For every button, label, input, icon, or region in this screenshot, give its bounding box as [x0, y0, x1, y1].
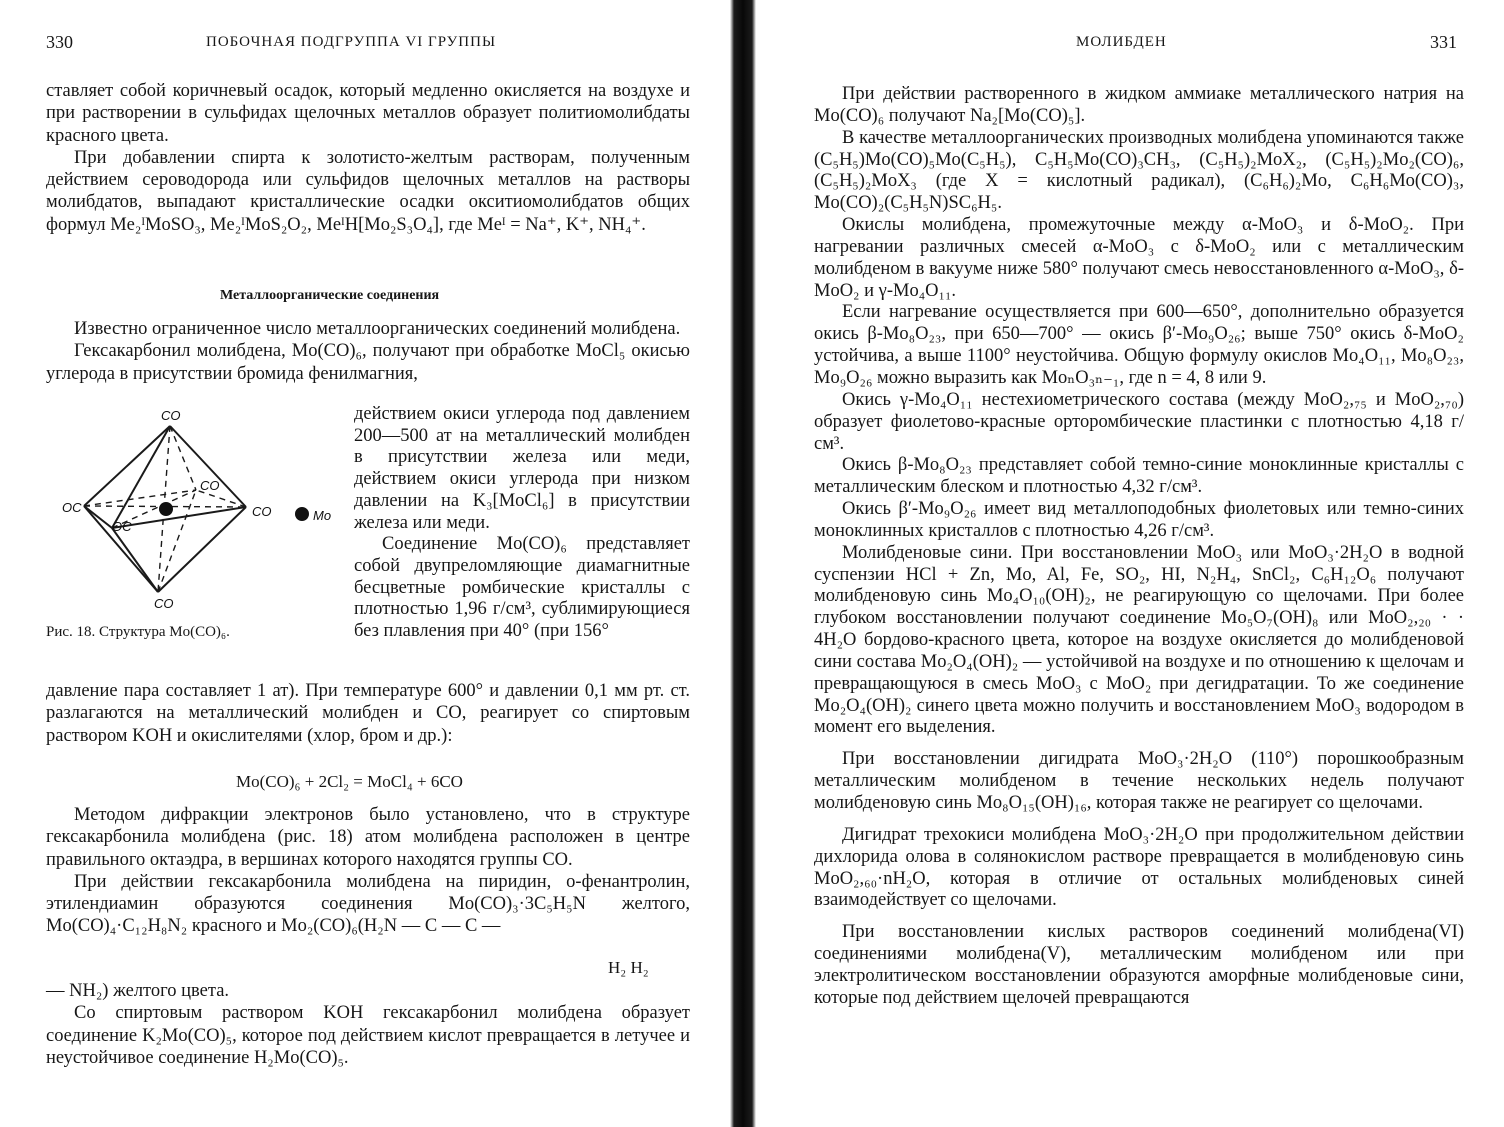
paragraph: Окись β-Mo₈O₂₃ представляет собой темно-синие моноклинные кристаллы с металлическим блеском и плотностью 4,32 г/см³.	[814, 455, 1464, 498]
paragraph: Окислы молибдена, промежуточные между α-MoO₃ и δ-MoO₂. При нагревании различных смесей α-MoO₃ с δ-MoO₂ или с металлическим молибденом в вакууме ниже 580° получают смесь невосстановленного α-MoO₃, δ-MoO₂ и γ-Mo₄O₁₁.	[814, 215, 1464, 301]
paragraph: При добавлении спирта к золотисто-желтым растворам, полученным действием сероводорода или сульфидов щелочных металлов на растворы молибдатов, выпадают кристаллические осадки окситиомолибдатов общих формул Me₂ᴵMoSO₃, Me₂ᴵMoS₂O₂, MeᴵH[Mo₂S₃O₄], где Meᴵ = Na⁺, K⁺, NH₄⁺.	[46, 147, 690, 235]
paragraph: Соединение Mo(CO)₆ представляет собой двупреломляющие диамагнитные бесцветные ромбические кристаллы с плотностью 1,96 г/см³, сублимирующиеся без плавления при 40° (при 156°	[354, 534, 690, 642]
paragraph: При действии гексакарбонила молибдена на пиридин, о-фенантролин, этилендиамин образуются соединения Mo(CO)₃·3C₅H₅N желтого, Mo(CO)₄·C₁₂H₈N₂ красного и Mo₂(CO)₆(H₂N — C — C —	[46, 871, 690, 937]
book-spine	[730, 0, 756, 1127]
paragraph: При действии растворенного в жидком аммиаке металлического натрия на Mo(CO)₆ получают Na₂[Mo(CO)₅].	[814, 84, 1464, 126]
left-text-top	[46, 80, 690, 236]
paragraph: Методом дифракции электронов было установлено, что в структуре гексакарбонила молибдена (рис. 18) атом молибдена расположен в центре правильного октаэдра, в вершинах которого находятся группы CO.	[46, 805, 690, 870]
right-text	[814, 84, 1464, 1010]
label-co-right: CO	[252, 504, 272, 519]
paragraph: Со спиртовым раствором KOH гексакарбонил молибдена образует соединение K₂Mo(CO)₅, которое под действием кислот превращается в летучее и неустойчивое соединение H₂Mo(CO)₅.	[46, 1003, 690, 1068]
page-number-left: 330	[46, 32, 73, 52]
running-head-right: МОЛИБДЕН	[1076, 34, 1167, 50]
paragraph: Если нагревание осуществляется при 600—650°, дополнительно образуется окись β-Mo₈O₂₃, при 650—700° — окись β′-Mo₉O₂₆; выше 750° окись δ-MoO₂ устойчива, а выше 1100° неустойчива. Общую формулу окислов Mo₄O₁₁, Mo₈O₂₃, Mo₉O₂₆ можно выразить как MoₙO₃ₙ₋₁, где n = 4, 8 или 9.	[814, 302, 1464, 388]
equation: Mo(CO)₆ + 2Cl₂ = MoCl₄ + 6CO	[236, 772, 463, 791]
right-page	[764, 0, 1504, 1127]
paragraph: давление пара составляет 1 ат). При температуре 600° и давлении 0,1 мм рт. ст. разлагаются на металлический молибден и CO, реагирует со спиртовым раствором KOH и окислителями (хлор, бром и др.):	[46, 681, 690, 746]
octahedron-figure	[56, 402, 346, 612]
subscript-h2: H₂ H₂	[608, 958, 649, 977]
left-text-lower	[46, 680, 690, 747]
paragraph: Дигидрат трехокиси молибдена MoO₃·2H₂O при продолжительном действии дихлорида олова в солянокислом растворе превращается в молибденовую синь MoO₂,₆₀·nH₂O, которая в отличие от остальных молибденовых синей взаимодействует со щелочами.	[814, 824, 1464, 911]
paragraph: Окись γ-Mo₄O₁₁ нестехиометрического состава (между MoO₂,₇₅ и MoO₂,₇₀) образует фиолетово-красные орторомбические пластинки с плотностью 4,18 г/см³.	[814, 389, 1464, 454]
section-title: Металлоорганические соединения	[220, 288, 440, 303]
paragraph: При восстановлении дигидрата MoO₃·2H₂O (110°) порошкообразным металлическим молибденом в течение нескольких недель получают молибденовую синь Mo₈O₁₅(OH)₁₆, которая также не реагирует со щелочами.	[814, 749, 1464, 813]
label-oc-front: OC	[112, 519, 132, 534]
paragraph: Гексакарбонил молибдена, Mo(CO)₆, получают при обработке MoCl₅ окисью углерода в присутствии бромида фенилмагния,	[46, 341, 690, 384]
paragraph: ставляет собой коричневый осадок, который медленно окисляется на воздухе и при растворении в сульфидах щелочных металлов образует политиомолибдаты красного цвета.	[46, 81, 690, 146]
legend-mo-dot	[295, 507, 309, 521]
mo-atom	[159, 502, 173, 516]
left-text-bottom	[46, 804, 690, 938]
legend-mo-label: Mo	[313, 508, 332, 523]
label-oc-left: OC	[62, 500, 82, 515]
left-text-end	[46, 980, 690, 1069]
label-co-back: CO	[200, 478, 220, 493]
paragraph: Известно ограниченное число металлоорганических соединений молибдена.	[74, 319, 681, 339]
label-co-top: CO	[161, 408, 181, 423]
left-text-column	[354, 404, 690, 643]
running-head-left: ПОБОЧНАЯ ПОДГРУППА VI ГРУППЫ	[206, 34, 497, 50]
figure-caption: Рис. 18. Структура Mo(CO)₆.	[46, 624, 230, 640]
paragraph: Окись β′-Mo₉O₂₆ имеет вид металлоподобных фиолетовых или темно-синих моноклинных кристаллов с плотностью 4,26 г/см³.	[814, 499, 1464, 541]
paragraph: Молибденовые сини. При восстановлении MoO₃ или MoO₃·2H₂O в водной суспензии HCl + Zn, Mo, Al, Fe, SO₂, HI, N₂H₄, SnCl₂, C₆H₁₂O₆ получают молибденовую синь Mo₄O₁₀(OH)₂, не реагирующую со щелочами. При более глубоком восстановлении получают соединение Mo₅O₇(OH)₈ или MoO₂,₂₀ · · 4H₂O бордово-красного цвета, которое на воздухе окисляется до молибденовой сини состава Mo₂O₄(OH)₂ — устойчивой на воздухе и по отношению к щелочам и превращающуюся в смесь MoO₃ с MoO₂ при дегидратации. То же соединение Mo₂O₄(OH)₂ синего цвета можно получить и восстановлением MoO₃ водородом в момент его выделения.	[814, 542, 1464, 738]
left-text-mid	[46, 318, 690, 385]
paragraph: — NH₂) желтого цвета.	[46, 981, 230, 1001]
left-page	[0, 0, 724, 1127]
paragraph: В качестве металлоорганических производных молибдена упоминаются также (C₅H₅)Mo(CO)₅Mo(C₅H₅), C₅H₅Mo(CO)₃CH₃, (C₅H₅)₂MoX₂, (C₅H₅)₂Mo₂(CO)₆, (C₅H₅)₂MoX₃ (где X = кислотный радикал), (C₆H₆)₂Mo, C₆H₆Mo(CO)₃, Mo(CO)₂(C₅H₅N)SC₆H₅.	[814, 127, 1464, 214]
page-number-right: 331	[1430, 32, 1457, 52]
paragraph: действием окиси углерода под давлением 200—500 ат на металлический молибден в присутствии железа или меди, действием окиси углерода при низком давлении на K₃[MoCl₆] в присутствии железа или меди.	[354, 404, 690, 533]
label-co-bottom: CO	[154, 596, 174, 611]
paragraph: При восстановлении кислых растворов соединений молибдена(VI) соединениями молибдена(V), металлическим молибденом или при электролитическом восстановлении образуются аморфные молибденовые сини, которые под действием щелочей превращаются	[814, 922, 1464, 1008]
